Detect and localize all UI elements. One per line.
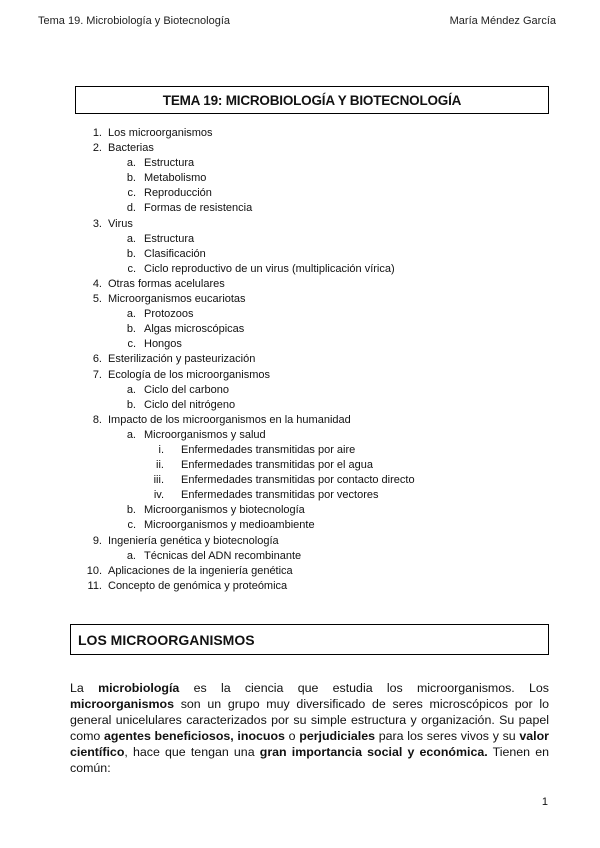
toc-subsubitem: iii. Enfermedades transmitidas por contacto directo: [153, 474, 415, 487]
toc-item: 6. Esterilización y pasteurización: [92, 353, 256, 366]
toc-subitem: a. Ciclo del carbono: [126, 383, 229, 396]
section-heading-text: LOS MICROORGANISMOS: [78, 631, 255, 648]
toc-subitem: c. Ciclo reproductivo de un virus (multiplicación vírica): [127, 262, 395, 275]
toc-item: 5. Microorganismos eucariotas: [92, 293, 246, 306]
running-header-author: María Méndez García: [449, 15, 556, 27]
toc-subitem: b. Algas microscópicas: [126, 323, 245, 336]
toc-subitem: c. Reproducción: [127, 187, 212, 200]
toc-subsubitem: iv. Enfermedades transmitidas por vectores: [153, 489, 379, 502]
page-number: 1: [541, 796, 548, 808]
toc-subitem: c. Microorganismos y medioambiente: [127, 519, 315, 532]
toc-subsubitem: ii. Enfermedades transmitidas por el agua: [156, 459, 373, 472]
toc-item: 2. Bacterias: [92, 142, 154, 155]
toc-subitem: c. Hongos: [127, 338, 182, 351]
toc-subitem: a. Microorganismos y salud: [126, 428, 266, 441]
document-title: [75, 86, 549, 114]
toc-item: 9. Ingeniería genética y biotecnología: [92, 534, 279, 547]
intro-paragraph: La microbiología es la ciencia que estudia los microorganismos. Los microorganismos son un grupo muy diversificado de seres microscópicos por lo general unicelulares caracterizados por su simple estructura y organización. Su papel como agentes beneficiosos, inocuos o perjudiciales para los seres vivos y su valor científico, hace que tengan una gran importancia social y económica. Tienen en común:: [70, 681, 550, 776]
toc-subitem: a. Técnicas del ADN recombinante: [126, 549, 302, 562]
toc-subitem: b. Clasificación: [126, 247, 206, 260]
toc-subitem: b. Microorganismos y biotecnología: [126, 504, 305, 517]
table-of-contents: [0, 126, 600, 594]
toc-item: 11. Concepto de genómica y proteómica: [87, 579, 288, 592]
toc-subsubitem: i. Enfermedades transmitidas por aire: [158, 443, 356, 456]
toc-item: 3. Virus: [92, 217, 133, 230]
toc-item: 1. Los microorganismos: [92, 127, 213, 139]
toc-subitem: b. Ciclo del nitrógeno: [126, 398, 236, 411]
section-heading: [70, 624, 549, 655]
running-header-title: Tema 19. Microbiología y Biotecnología: [38, 15, 230, 27]
toc-item: 8. Impacto de los microorganismos en la humanidad: [92, 413, 351, 426]
toc-subitem: a. Estructura: [126, 232, 195, 245]
toc-item: 7. Ecología de los microorganismos: [92, 368, 271, 381]
toc-subitem: b. Metabolismo: [126, 172, 207, 185]
toc-subitem: d. Formas de resistencia: [126, 202, 253, 215]
toc-item: 4. Otras formas acelulares: [92, 277, 225, 290]
toc-item: 10. Aplicaciones de la ingeniería genética: [86, 564, 293, 577]
toc-subitem: a. Protozoos: [126, 308, 194, 321]
toc-subitem: a. Estructura: [126, 157, 195, 170]
document-title-text: TEMA 19: MICROBIOLOGÍA Y BIOTECNOLOGÍA: [162, 92, 462, 108]
